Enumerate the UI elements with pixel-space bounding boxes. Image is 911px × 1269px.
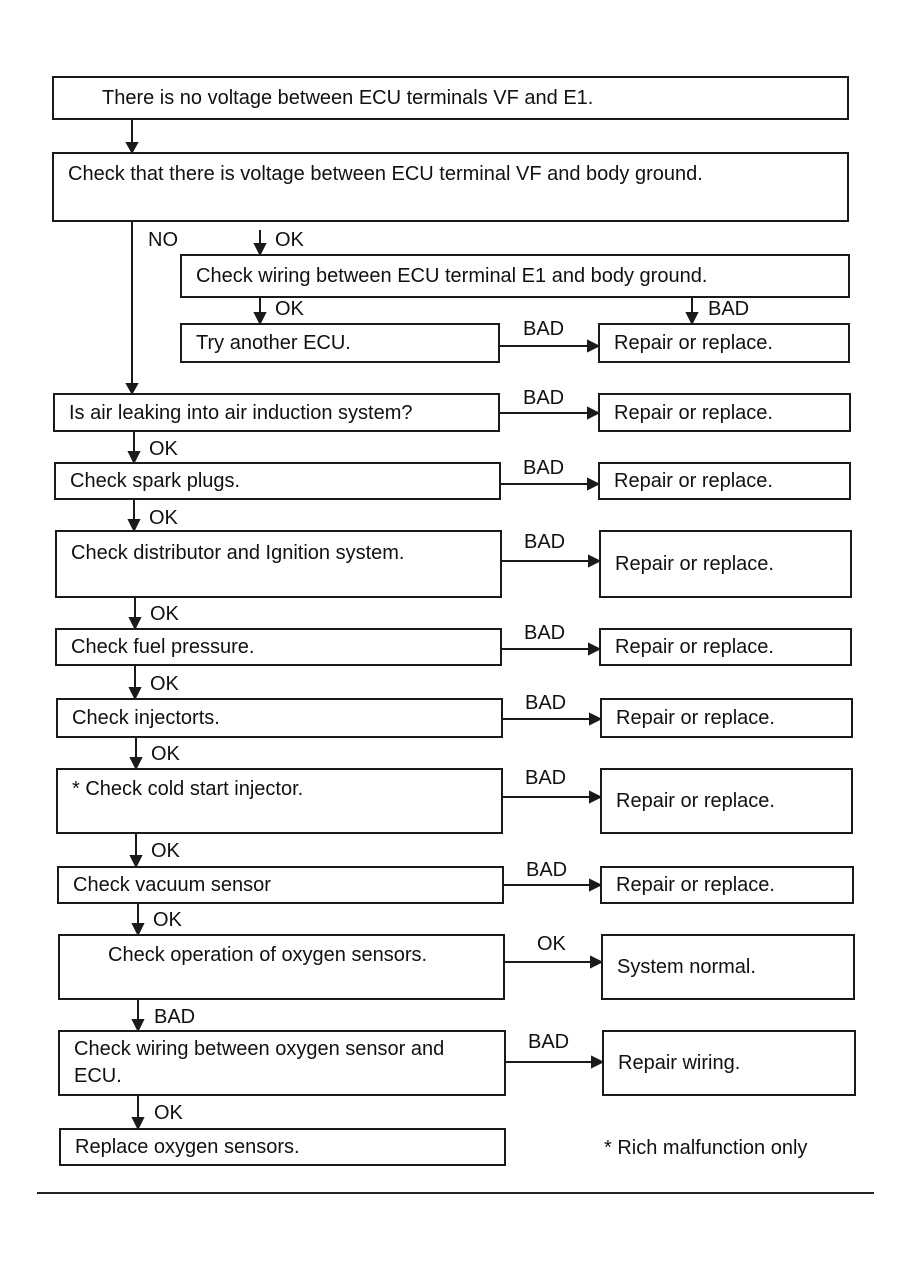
label-bad: BAD — [524, 531, 566, 553]
step-text: Check distributor and Ignition system. — [71, 542, 405, 564]
step-text: Check fuel pressure. — [71, 636, 255, 658]
step-vacuum-sensor — [57, 866, 504, 904]
step-text: Check that there is voltage between ECU terminal VF and body ground. — [68, 163, 703, 185]
step-oxygen-sensor-wiring — [58, 1030, 506, 1096]
bottom-rule — [37, 1192, 874, 1194]
label-bad: BAD — [524, 622, 566, 644]
label-bad: BAD — [523, 457, 565, 479]
step-text: Check spark plugs. — [70, 470, 241, 492]
step-check-e1-wiring — [180, 254, 850, 298]
label-bad: BAD — [525, 692, 567, 714]
label-ok: OK — [275, 298, 304, 320]
step-replace-oxygen-sensors — [59, 1128, 506, 1166]
step-cold-start-injector — [56, 768, 503, 834]
label-ok: OK — [150, 673, 179, 695]
result-repair-or-replace — [599, 628, 852, 666]
label-bad: BAD — [528, 1031, 570, 1053]
result-repair-or-replace — [600, 768, 853, 834]
label-ok: OK — [151, 743, 180, 765]
step-text: Check vacuum sensor — [73, 874, 271, 896]
result-repair-wiring — [602, 1030, 856, 1096]
result-text: Repair or replace. — [614, 332, 773, 354]
step-text: Is air leaking into air induction system? — [69, 401, 413, 424]
step-text: Check operation of oxygen sensors. — [108, 944, 428, 966]
step-text: Check wiring between ECU terminal E1 and body ground. — [196, 265, 708, 287]
result-text: Repair or replace. — [616, 790, 775, 812]
step-text: Check injectorts. — [72, 707, 220, 729]
label-bad: BAD — [526, 859, 568, 881]
step-text: Replace oxygen sensors. — [75, 1136, 300, 1158]
result-repair-or-replace — [598, 323, 850, 363]
step-fuel-pressure — [55, 628, 502, 666]
step-text: * Check cold start injector. — [72, 778, 304, 800]
result-text: Repair or replace. — [614, 401, 773, 424]
label-bad: BAD — [523, 318, 565, 340]
label-ok: OK — [153, 909, 182, 931]
step-injectors — [56, 698, 503, 738]
result-system-normal — [601, 934, 855, 1000]
step-text: Check wiring between oxygen sensor and ECU. — [74, 1038, 445, 1087]
result-text: Repair or replace. — [615, 636, 774, 658]
result-text: System normal. — [617, 956, 756, 978]
step-spark-plugs — [54, 462, 501, 500]
label-ok: OK — [149, 438, 178, 460]
step-text: Try another ECU. — [196, 332, 351, 354]
label-bad: BAD — [525, 767, 567, 789]
result-repair-or-replace — [598, 393, 851, 432]
label-ok: OK — [151, 840, 180, 862]
label-ok: OK — [275, 229, 304, 251]
step-no-voltage — [52, 76, 849, 120]
label-ok: OK — [537, 933, 566, 955]
step-check-vf-voltage — [52, 152, 849, 222]
step-distributor-ignition — [55, 530, 502, 598]
label-ok: OK — [149, 507, 178, 529]
result-text: Repair or replace. — [615, 553, 774, 575]
footnote: * Rich malfunction only — [604, 1137, 808, 1159]
result-text: Repair or replace. — [616, 707, 775, 729]
result-text: Repair or replace. — [614, 470, 773, 492]
label-ok: OK — [154, 1102, 183, 1124]
result-repair-or-replace — [599, 530, 852, 598]
result-repair-or-replace — [600, 866, 854, 904]
step-oxygen-sensor-operation — [58, 934, 505, 1000]
label-bad: BAD — [154, 1006, 196, 1028]
step-text: There is no voltage between ECU terminals VF and E1. — [102, 87, 594, 109]
result-repair-or-replace — [598, 462, 851, 500]
result-text: Repair or replace. — [616, 874, 775, 896]
label-ok: OK — [150, 603, 179, 625]
step-try-another-ecu — [180, 323, 500, 363]
step-air-leak — [53, 393, 500, 432]
result-text: Repair wiring. — [618, 1052, 741, 1074]
result-repair-or-replace — [600, 698, 853, 738]
label-no: NO — [148, 229, 178, 251]
label-bad: BAD — [523, 387, 565, 409]
label-bad: BAD — [708, 298, 750, 320]
